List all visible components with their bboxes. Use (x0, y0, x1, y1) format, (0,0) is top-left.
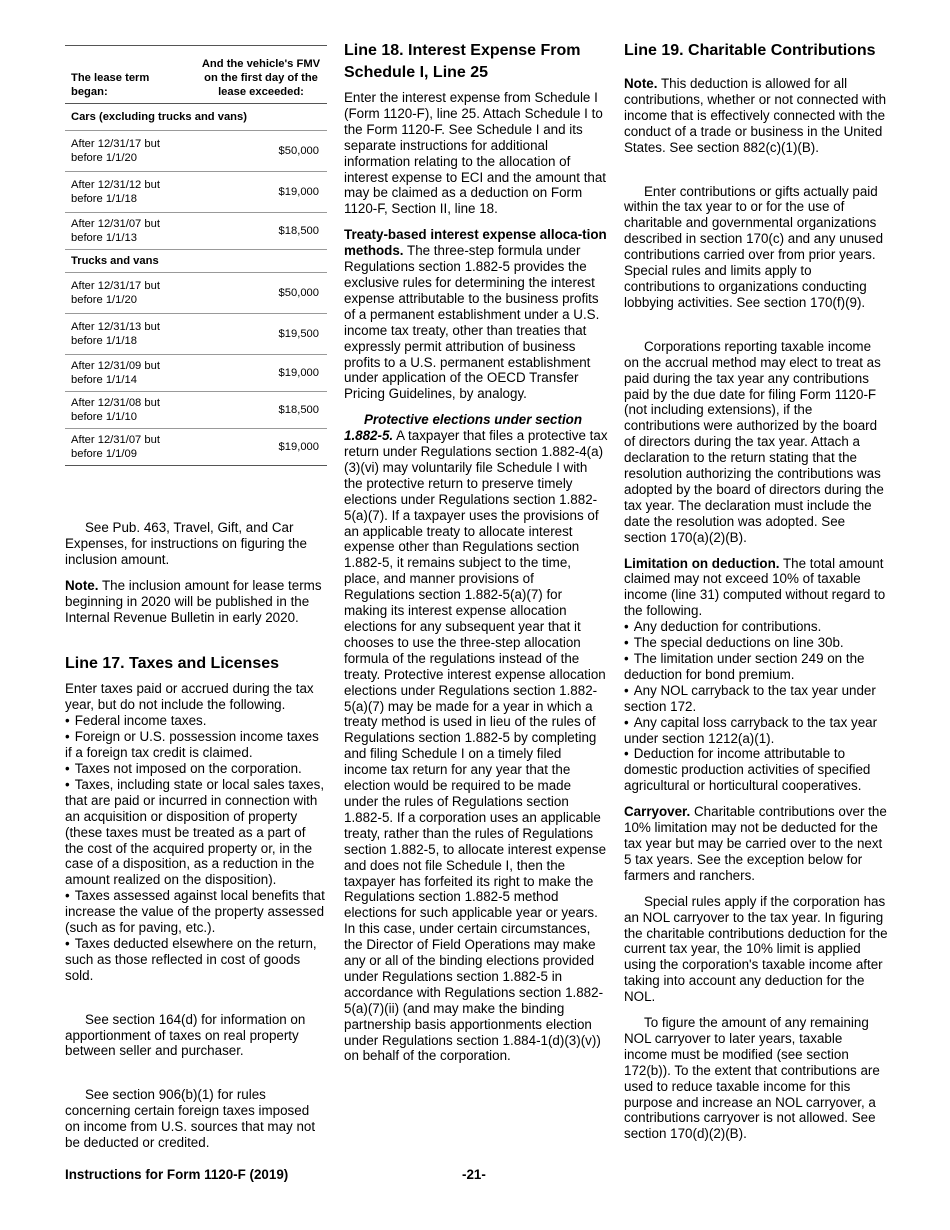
pub463-paragraph: See Pub. 463, Travel, Gift, and Car Expenses, for instructions on figuring the inclusion amount. (65, 520, 307, 567)
table-cell-term: After 12/31/07 but before 1/1/09 (65, 429, 195, 466)
column-middle (344, 40, 608, 1074)
table-row (65, 314, 327, 355)
limitation-text: The total amount claimed may not exceed 10% of taxable income (line 31) computed without regard to the following. (624, 555, 886, 619)
treaty-paragraph (344, 227, 608, 402)
table-group-label: Cars (excluding trucks and vans) (65, 104, 327, 131)
note-paragraph (65, 578, 327, 626)
line17-exclusion-list (65, 713, 327, 983)
table-cell-term: After 12/31/12 but before 1/1/18 (65, 172, 195, 213)
list-item: • Deduction for income attributable to domestic production activities of specified agricultural or horticultural cooperatives. (624, 746, 888, 794)
section164-paragraph: See section 164(d) for information on apportionment of taxes on real property between seller and purchaser. (65, 1011, 306, 1059)
treaty-text: The three-step formula under Regulations section 1.882-5 provides the exclusive rules for determining the interest expense attributable to the business profits of a permanent establishment under a U.S. income tax treaty, other than treaties that expressly permit attribution of business profits to a U.S. permanent establishment under application of the OECD Transfer Pricing Guidelines, by analogy. (344, 243, 600, 402)
line17-intro: Enter taxes paid or accrued during the tax year, but do not include the following. (65, 681, 314, 713)
table-row (65, 392, 327, 429)
list-item: • Any capital loss carryback to the tax year under section 1212(a)(1). (624, 715, 888, 747)
list-item: • The limitation under section 249 on the deduction for bond premium. (624, 651, 888, 683)
list-item: • Taxes not imposed on the corporation. (65, 761, 327, 777)
limitation-list (624, 619, 888, 794)
treaty-label: Treaty-based interest expense alloca-tion methods. (344, 227, 607, 259)
table-cell-value: $18,500 (195, 213, 327, 250)
table-cell-value: $18,500 (195, 392, 327, 429)
note-label: Note. (65, 577, 99, 593)
line19-note-paragraph (624, 76, 888, 156)
list-item: • Any NOL carryback to the tax year under section 172. (624, 683, 888, 715)
table-row (65, 104, 327, 131)
table-row (65, 172, 327, 213)
table-cell-value: $19,000 (195, 429, 327, 466)
list-item: • Federal income taxes. (65, 713, 327, 729)
table-cell-value: $50,000 (195, 131, 327, 172)
list-item: • Foreign or U.S. possession income taxes if a foreign tax credit is claimed. (65, 729, 327, 761)
table-row (65, 131, 327, 172)
table-cell-value: $19,000 (195, 172, 327, 213)
note-text: This deduction is allowed for all contributions, whether or not connected with income that is effectively connected with the conduct of a trade or business in the United States. See section 882(c)(1)(B). (624, 76, 887, 155)
line18-intro: Enter the interest expense from Schedule I (Form 1120-F), line 25. Attach Schedule I to the Form 1120-F. See Schedule I and its separate instructions for additional information relating to the allocation of interest expense to ECI and the amount that may be claimed as a deduction on Form 1120-F, Section II, line 18. (344, 90, 607, 217)
table-cell-term: After 12/31/07 but before 1/1/13 (65, 213, 195, 250)
table-cell-term: After 12/31/17 but before 1/1/20 (65, 273, 195, 314)
table-cell-term: After 12/31/17 but before 1/1/20 (65, 131, 195, 172)
enter-contributions-paragraph: Enter contributions or gifts actually paid within the tax year to or for the use of charitable and governmental organizations described in section 170(c) and any unused contributions carried over from prior years. Special rules and limits apply to contributions to organizations conducting lobbying activities. See section 170(f)(9). (624, 183, 884, 310)
list-item: • Taxes, including state or local sales taxes, that are paid or incurred in connection with an acquisition or disposition of property (these taxes must be treated as a part of the cost of the acquired property or, in the case of a disposition, as a reduction in the amount realized on the disposition). (65, 777, 327, 888)
table-row (65, 429, 327, 466)
list-item: • Taxes assessed against local benefits that increase the value of the property assessed (such as for paving, etc.). (65, 888, 327, 936)
line18-heading: Line 18. Interest Expense From Schedule I, Line 25 (344, 42, 581, 81)
table-row (65, 250, 327, 273)
note-label: Note. (624, 76, 658, 91)
column-left (65, 40, 327, 1161)
table-header-lease-term: The lease term began: (65, 46, 195, 104)
limitation-label: Limitation on deduction. (624, 555, 780, 571)
column-right (624, 40, 888, 1152)
table-row (65, 273, 327, 314)
table-cell-term: After 12/31/08 but before 1/1/10 (65, 392, 195, 429)
note-text: The inclusion amount for lease terms beginning in 2020 will be published in the Internal Revenue Bulletin in early 2020. (65, 577, 322, 625)
protective-text: A taxpayer that files a protective tax return under Regulations section 1.882-4(a)(3)(vi) may voluntarily file Schedule I with the protective return to preserve timely elections under Regulations section 1.882-5(a)(7). If a taxpayer uses the provisions of an applicable treaty to allocate interest expense other than Regulations section 1.882-5, it remains subject to the time, place, and manner provisions of Regulations section 1.882-5(a)(7) for making its interest expense allocation elections for any subsequent year that it chooses to use the three-step allocation formula of the regulations instead of the treaty. Protective interest expense allocation elections under Regulations section 1.882-5(a)(7) may be made for a year in which a treaty method is used in lieu of the rules of Regulations section 1.882-5 by completing and filing Schedule I on a timely filed income tax return for any year that the election would be required to be made under the rules of Regulations section 1.882-5. If a corporation uses an applicable treaty, rather than the rules of Regulations section 1.882-5, to allocate interest expense and does not file Schedule I, then the taxpayer has forfeited its right to make the Regulations section 1.882-5 method elections for such applicable year or years. In this case, under certain circumstances, the Director of Field Operations may make any or all of the binding elections provided under Regulations section 1.882-5 in accordance with Regulations section 1.882-5(a)(7)(ii) (and may make the binding partnership basis apportionments election under Regulations section 1.884-1(d)(3)(v)) on behalf of the corporation. (344, 428, 608, 1064)
list-item: • The special deductions on line 30b. (624, 635, 888, 651)
table-row (65, 213, 327, 250)
line19-heading: Line 19. Charitable Contributions (624, 42, 876, 59)
table-group-label: Trucks and vans (65, 250, 327, 273)
section906-paragraph: See section 906(b)(1) for rules concerning certain foreign taxes imposed on income from U.S. sources that may not be deducted or credited. (65, 1087, 316, 1151)
carryover-paragraph (624, 804, 888, 884)
carryover-label: Carryover. (624, 804, 691, 820)
protective-label: Protective elections under section 1.882-5. (344, 412, 583, 444)
lease-inclusion-table (65, 45, 327, 466)
protective-elections-paragraph (344, 412, 608, 1064)
accrual-method-paragraph: Corporations reporting taxable income on the accrual method may elect to treat as paid during the tax year any contributions paid by the due date for filing Form 1120-F (not including extensions), if the contributions were authorized by the board of directors during the tax year. Attach a declaration to the return stating that the resolution authorizing the contributions was adopted by the board of directors during the tax year. The declaration must include the date the resolution was adopted. See section 170(a)(2)(B). (624, 338, 884, 545)
footer-form-title: Instructions for Form 1120-F (2019) (65, 1167, 289, 1182)
carryover-text: Charitable contributions over the 10% limitation may not be deducted for the tax year but may be carried over to the next 5 tax years. See the exception below for farmers and ranchers. (624, 804, 887, 883)
limitation-paragraph (624, 556, 888, 620)
table-header-fmv: And the vehicle's FMV on the first day of the lease exceeded: (195, 46, 327, 104)
nol-carryover-paragraph: To figure the amount of any remaining NOL carryover to later years, taxable income must be modified (see section 172(b)). To the extent that contributions are used to reduce taxable income for this purpose and increase an NOL carryover, a contributions carryover is not allowed. See section 170(d)(2)(B). (624, 1015, 880, 1142)
list-item: • Taxes deducted elsewhere on the return, such as those reflected in cost of goods sold. (65, 936, 327, 984)
list-item: • Any deduction for contributions. (624, 619, 888, 635)
table-cell-value: $50,000 (195, 273, 327, 314)
table-row (65, 355, 327, 392)
line17-heading: Line 17. Taxes and Licenses (65, 655, 280, 673)
footer-page-number: -21- (462, 1167, 486, 1182)
table-cell-value: $19,000 (195, 355, 327, 392)
table-cell-term: After 12/31/09 but before 1/1/14 (65, 355, 195, 392)
table-cell-term: After 12/31/13 but before 1/1/18 (65, 314, 195, 355)
table-cell-value: $19,500 (195, 314, 327, 355)
special-rules-paragraph: Special rules apply if the corporation has an NOL carryover to the tax year. In figuring the charitable contributions deduction for the current tax year, the 10% limit is applied using the corporation's taxable income after taking into account any deduction for the NOL. (624, 893, 888, 1005)
